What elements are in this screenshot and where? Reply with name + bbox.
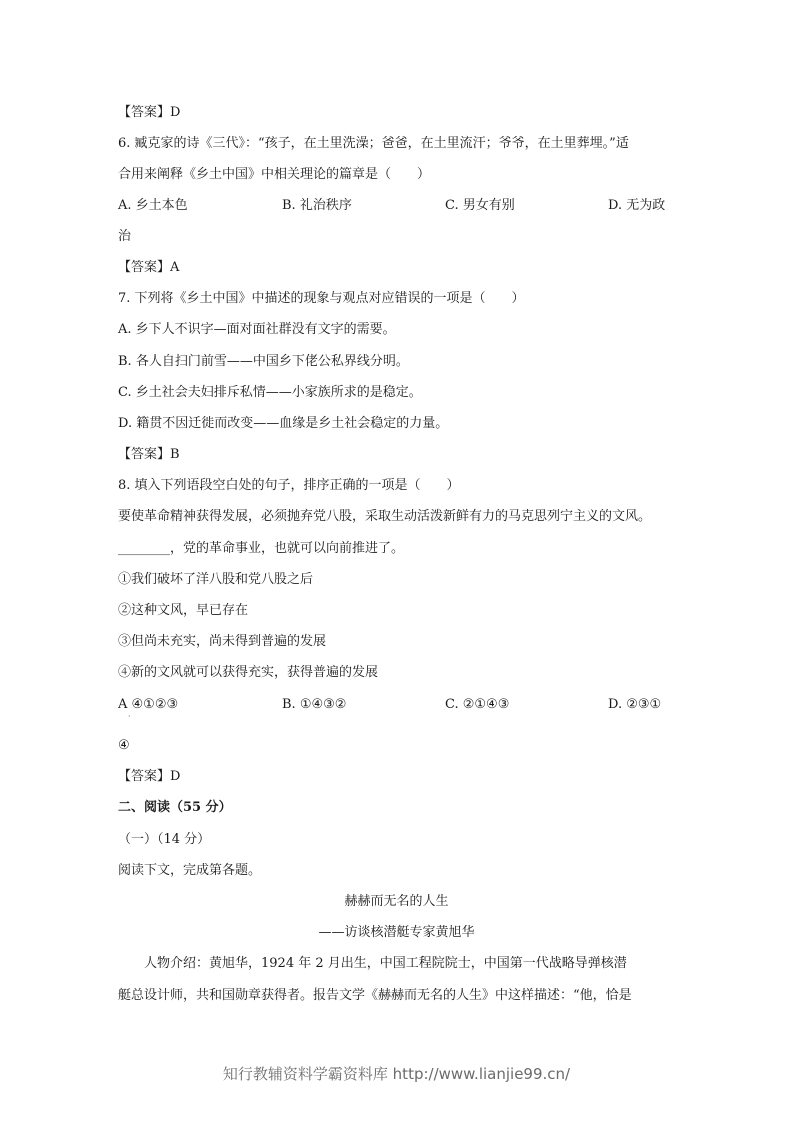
q7-answer: 【答案】B <box>118 447 180 462</box>
q6-option-a: A. 乡土本色 <box>118 198 188 213</box>
article-paragraph-line2: 艇总设计师，共和国勋章获得者。报告文学《赫赫而无名的人生》中这样描述：“他，恰是 <box>118 988 632 1003</box>
q7-stem: 7. 下列将《乡土中国》中描述的现象与观点对应错误的一项是（ ） <box>118 291 525 306</box>
q8-sentence-4: ④新的文风就可以获得充实，获得普遍的发展 <box>118 665 379 680</box>
q8-option-d: D. ②③① <box>608 697 662 712</box>
q6-stem-line1: 6. 臧克家的诗《三代》：“孩子，在土里洗澡；爸爸，在土里流汗；爷爷，在土里葬埋。”适 <box>118 136 629 151</box>
q8-option-c: C. ②①④③ <box>445 697 510 712</box>
q8-sentence-2: ②这种文风，早已存在 <box>118 603 249 618</box>
q7-option-d: D. 籍贯不因迁徙而改变——血缘是乡土社会稳定的力量。 <box>118 416 449 431</box>
q8-option-a: A ④①②③ <box>118 697 179 712</box>
q8-option-b: B. ①④③② <box>282 697 347 712</box>
q6-option-d: D. 无为政 <box>608 198 666 213</box>
part-heading: （一）（14 分） <box>118 832 211 847</box>
q5-answer: 【答案】D <box>118 105 181 120</box>
q8-sentence-1: ①我们破坏了洋八股和党八股之后 <box>118 572 314 587</box>
q8-passage-line2: ________，党的革命事业，也就可以向前推进了。 <box>118 541 405 556</box>
footer-watermark: 知行教辅资料学霸资料库 http://www.lianjie99.cn/ <box>222 1065 571 1083</box>
q7-option-b: B. 各人自扫门前雪——中国乡下佬公私界线分明。 <box>118 354 409 369</box>
stray-dot: · <box>128 712 131 721</box>
q6-option-b: B. 礼治秩序 <box>282 198 352 213</box>
q8-passage-line1: 要使革命精神获得发展，必须抛弃党八股，采取生动活泼新鲜有力的马克思列宁主义的文风。 <box>118 509 652 524</box>
q8-stem: 8. 填入下列语段空白处的句子，排序正确的一项是（ ） <box>118 478 460 493</box>
reading-instruction: 阅读下文，完成第各题。 <box>118 863 262 878</box>
q6-answer: 【答案】A <box>118 260 180 275</box>
q8-sentence-3: ③但尚未充实，尚未得到普遍的发展 <box>118 634 327 649</box>
q6-option-d-continued: 治 <box>118 229 132 244</box>
q6-stem-line2: 合用来阐释《乡土中国》中相关理论的篇章是（ ） <box>118 167 431 182</box>
q7-option-c: C. 乡土社会夫妇排斥私情——小家族所求的是稳定。 <box>118 385 422 400</box>
section-heading: 二、阅读（55 分） <box>118 800 232 815</box>
q7-option-a: A. 乡下人不识字—面对面社群没有文字的需要。 <box>118 322 396 337</box>
q8-option-d-continued: ④ <box>118 738 130 753</box>
q6-option-c: C. 男女有别 <box>445 198 515 213</box>
article-subtitle: ——访谈核潜艇专家黄旭华 <box>318 925 475 940</box>
q8-answer: 【答案】D <box>118 769 181 784</box>
article-title: 赫赫而无名的人生 <box>344 894 449 909</box>
article-paragraph-line1: 人物介绍：黄旭华，1924 年 2 月出生，中国工程院院士，中国第一代战略导弹核潜 <box>144 956 627 971</box>
